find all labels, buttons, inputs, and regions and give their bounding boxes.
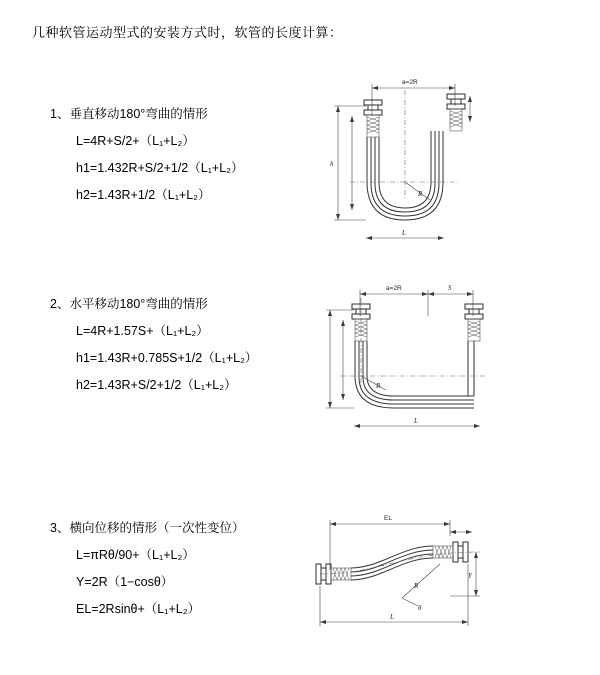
section-1-text [50,104,310,212]
figure-3-label-angle: θ [418,604,422,612]
figure-1-label-radius: R [418,190,423,198]
section-2-formula-1: L=4R+1.57S+（L₁+L₂） [76,324,209,338]
figure-3-label-bottom: L [390,613,394,621]
section-3-formula-2: Y=2R（1−cosθ） [76,575,174,589]
section-2-title: 2、水平移动180°弯曲的情形 [50,297,208,311]
figure-1-label-bottom: L [402,229,406,237]
figure-horizontal-180-bend [310,276,500,451]
figure-2-label-top: a=2R [386,285,402,292]
section-3-formula-1: L=πRθ/90+（L₁+L₂） [76,548,195,562]
section-3-formula-3: EL=2Rsinθ+（L₁+L₂） [76,602,201,616]
figure-2-label-radius: R [376,382,381,390]
figure-3-label-side: Y [468,572,472,580]
figure-lateral-offset [290,506,490,646]
section-3-text [50,518,310,626]
section-2-text [50,294,310,402]
section-1-formula-3: h2=1.43R+1/2（L₁+L₂） [76,188,211,202]
figure-1-label-top: a=2R [402,79,418,86]
figure-2-label-bottom: L [414,417,418,425]
section-1-title: 1、垂直移动180°弯曲的情形 [50,107,208,121]
page-title: 几种软管运动型式的安装方式时，软管的长度计算： [32,25,343,40]
section-2-formula-3: h2=1.43R+S/2+1/2（L₁+L₂） [76,378,237,392]
figure-3-label-top: EL [384,515,392,522]
section-1-formula-1: L=4R+S/2+（L₁+L₂） [76,134,195,148]
figure-1-label-height: h [330,160,334,168]
figure-vertical-180-bend [310,70,500,260]
section-1-formula-2: h1=1.432R+S/2+1/2（L₁+L₂） [76,161,244,175]
figure-3-label-radius: R [414,582,419,590]
section-3-title: 3、横向位移的情形（一次性变位） [50,521,245,535]
figure-2-label-top-2: S [448,284,452,292]
section-2-formula-2: h1=1.43R+0.785S+1/2（L₁+L₂） [76,351,258,365]
